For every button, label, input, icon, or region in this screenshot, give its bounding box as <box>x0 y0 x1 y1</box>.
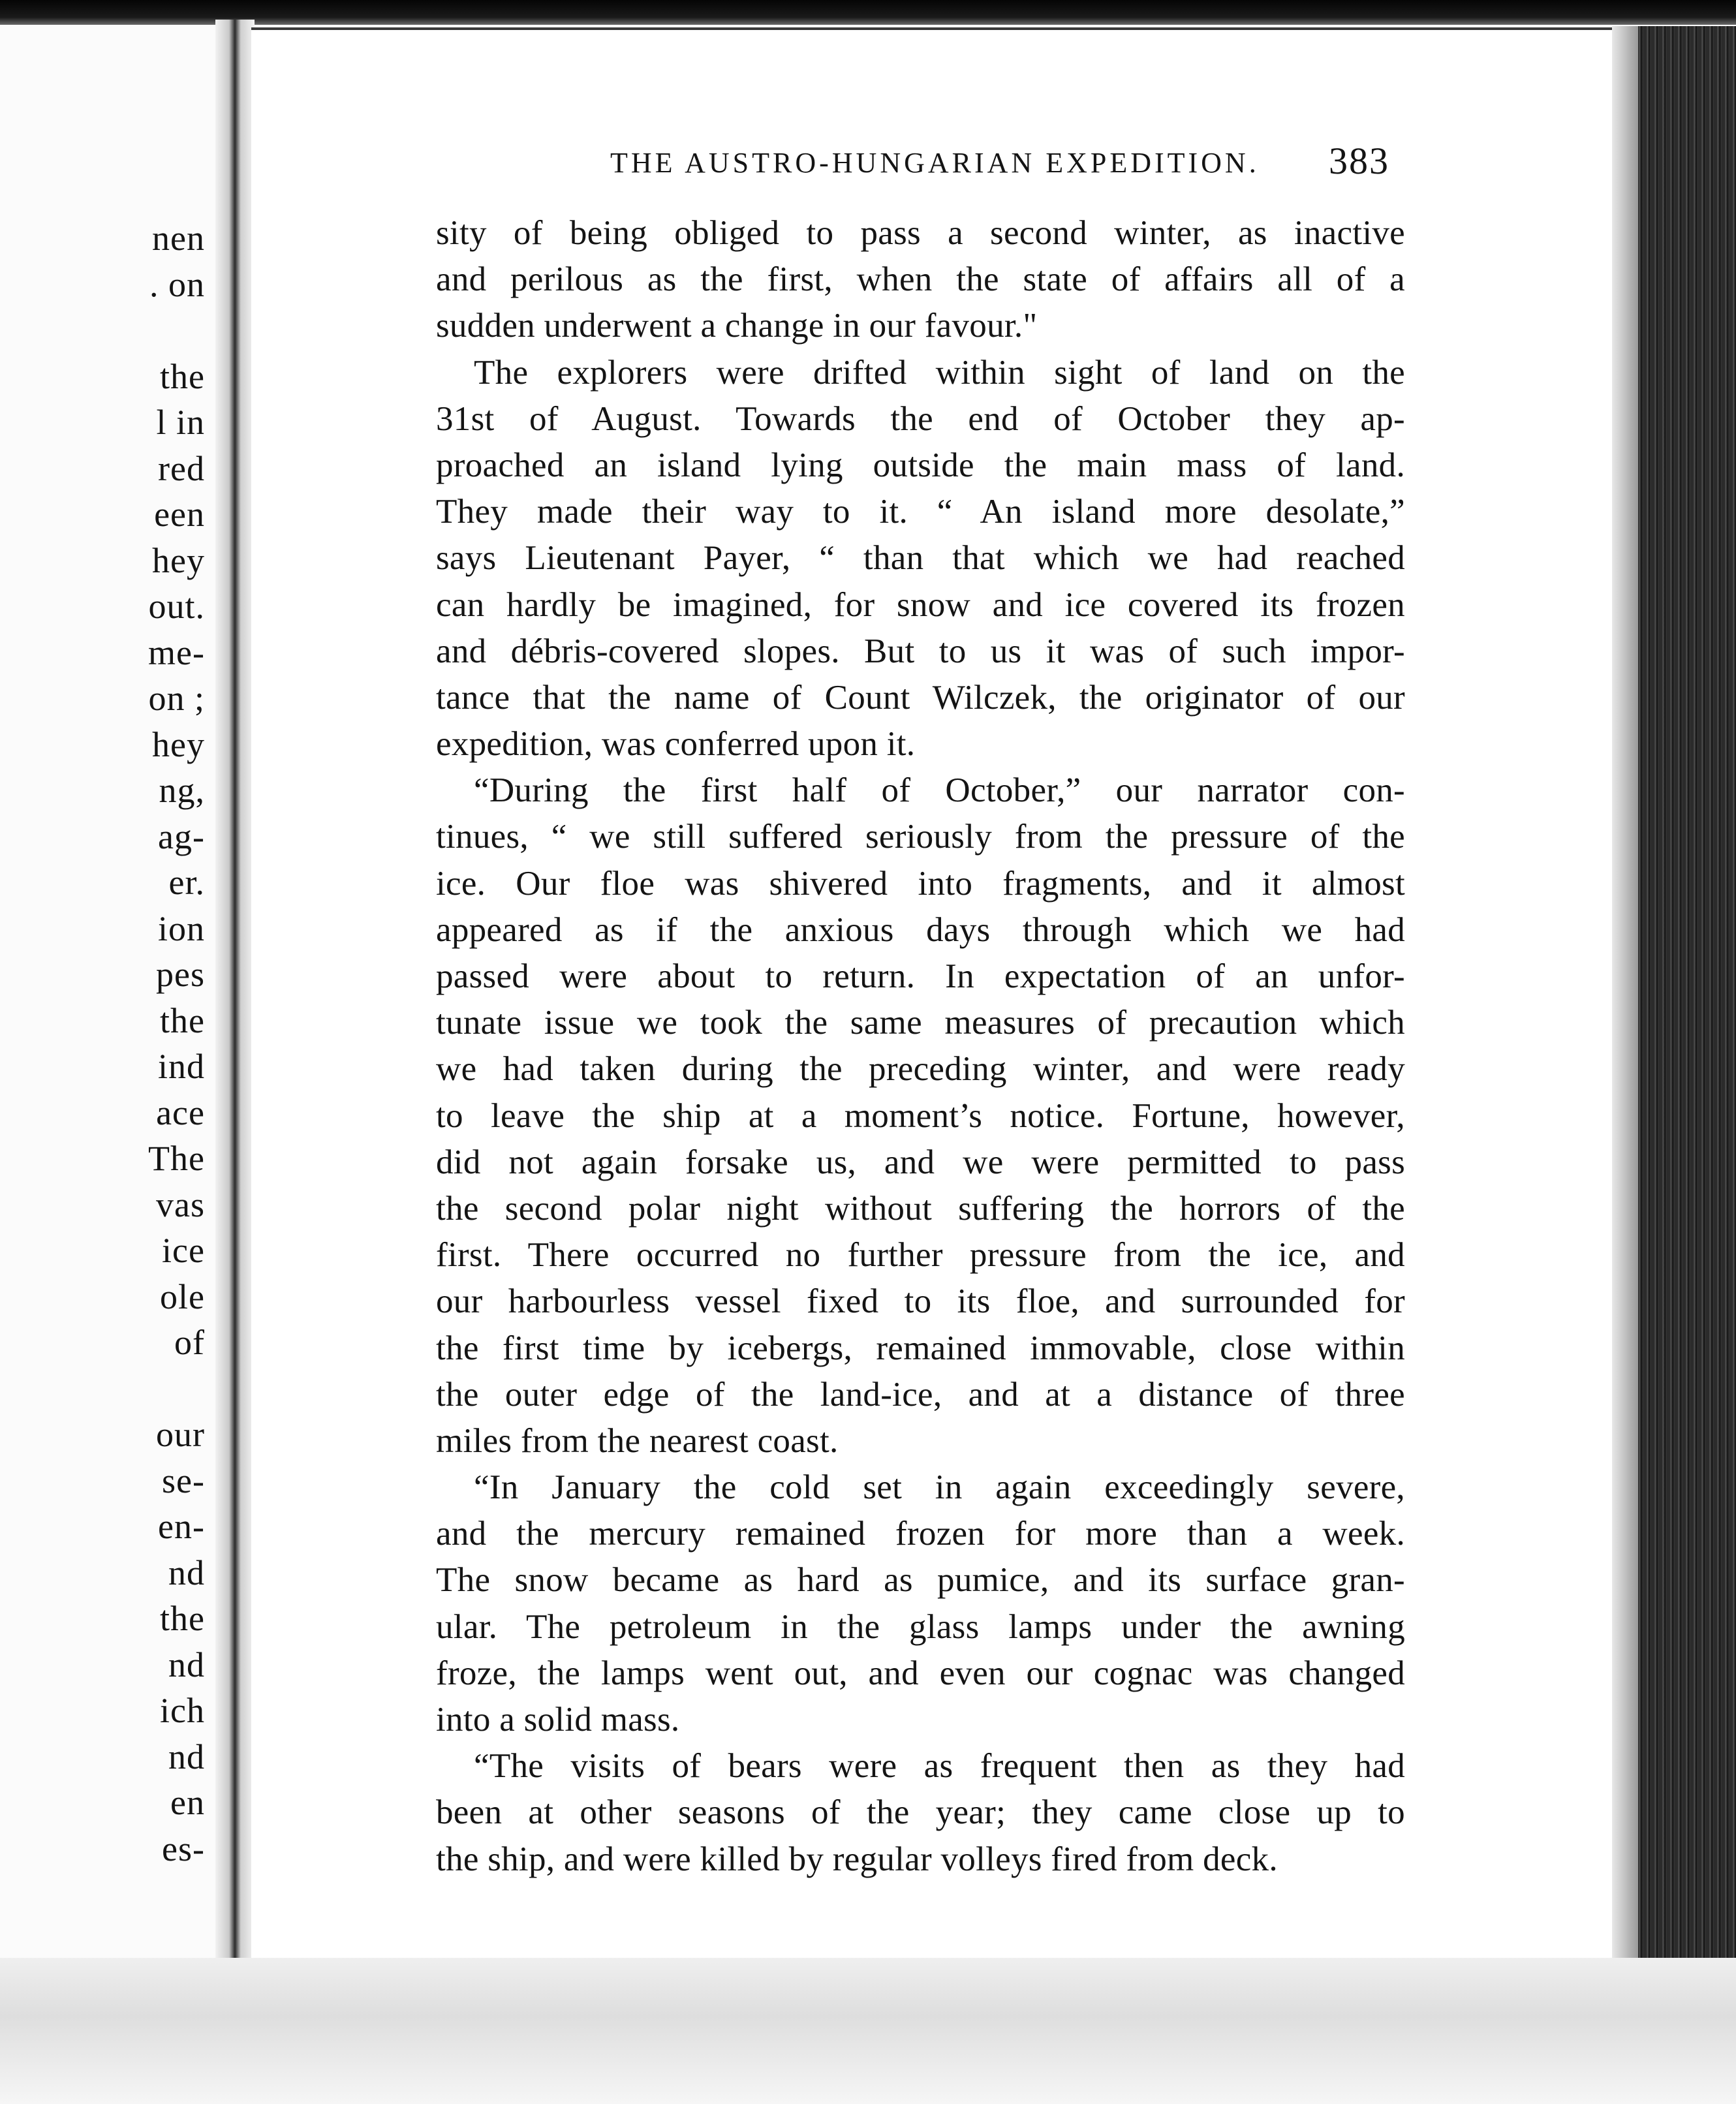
text-line: the ship, and were killed by regular volleys fired from deck. <box>436 1840 1278 1878</box>
text-line: into a solid mass. <box>436 1701 680 1739</box>
text-line: to leave the ship at a moment’s notice. Fortune, however, <box>436 1096 1405 1135</box>
facing-page-line-fragment: ng, <box>159 771 205 810</box>
facing-page-fragment <box>0 25 222 2002</box>
facing-page-line-fragment: the <box>160 1000 205 1040</box>
text-line: “The visits of bears were as frequent then as they had <box>474 1747 1405 1786</box>
scan-bottom-background <box>0 1958 1736 2104</box>
text-line: The snow became as hard as pumice, and its surface gran- <box>436 1561 1405 1600</box>
text-line: tunate issue we took the same measures of precaution which <box>436 1004 1405 1042</box>
page-number: 383 <box>1329 140 1389 182</box>
facing-page-line-fragment: on ; <box>148 679 205 718</box>
text-line: we had taken during the preceding winter, and were ready <box>436 1050 1405 1089</box>
text-line: They made their way to it. “ An island more desolate,” <box>436 493 1405 531</box>
facing-page-line-fragment: nd <box>168 1553 205 1592</box>
text-line: can hardly be imagined, for snow and ice covered its frozen <box>436 585 1405 624</box>
facing-page-line-fragment: red <box>158 448 205 488</box>
facing-page-line-fragment: hey <box>152 724 205 764</box>
text-line: tance that the name of Count Wilczek, the originator of our <box>436 678 1405 717</box>
text-line: “In January the cold set in again exceedingly severe, <box>474 1468 1405 1507</box>
facing-page-line-fragment: the <box>160 356 205 396</box>
facing-page-line-fragment: l in <box>156 403 205 442</box>
body-text <box>436 210 1405 1883</box>
text-line: our harbourless vessel fixed to its floe, and surrounded for <box>436 1282 1405 1321</box>
text-line: the first time by icebergs, remained immovable, close within <box>436 1329 1405 1367</box>
paragraph <box>436 350 1405 768</box>
facing-page-line-fragment: the <box>160 1599 205 1638</box>
facing-page-line-fragment: vas <box>156 1184 205 1224</box>
facing-page-line-fragment: er. <box>168 863 205 902</box>
text-line: sudden underwent a change in our favour." <box>436 307 1038 345</box>
facing-page-line-fragment: ion <box>157 908 205 948</box>
facing-page-line-fragment: ind <box>157 1047 205 1086</box>
text-line: first. There occurred no further pressure from the ice, and <box>436 1236 1405 1275</box>
facing-page-line-fragment: . on <box>149 264 205 304</box>
facing-page-line-fragment: en- <box>158 1507 205 1546</box>
facing-page-line-fragment: of <box>174 1323 205 1362</box>
text-line: says Lieutenant Payer, “ than that which we had reached <box>436 539 1405 578</box>
running-title: THE AUSTRO-HUNGARIAN EXPEDITION. <box>610 147 1260 179</box>
text-line: did not again forsake us, and we were permitted to pass <box>436 1143 1405 1181</box>
text-line: and perilous as the first, when the state of affairs all of a <box>436 260 1405 299</box>
book-gutter <box>215 20 255 2030</box>
facing-page-line-fragment: hey <box>152 540 205 580</box>
facing-page-line-fragment: ice <box>162 1231 205 1270</box>
text-line: ular. The petroleum in the glass lamps under the awning <box>436 1607 1405 1646</box>
text-line: tinues, “ we still suffered seriously from the pressure of the <box>436 818 1405 856</box>
paragraph <box>436 767 1405 1464</box>
facing-page-line-fragment: nd <box>168 1645 205 1684</box>
page-edge-highlight <box>1612 26 1638 1984</box>
text-line: appeared as if the anxious days through which we had <box>436 910 1405 949</box>
text-line: The explorers were drifted within sight of land on the <box>474 353 1405 392</box>
text-line: and the mercury remained frozen for more than a week. <box>436 1515 1405 1553</box>
text-line: expedition, was conferred upon it. <box>436 725 916 764</box>
text-line: passed were about to return. In expectation of an unfor- <box>436 957 1405 995</box>
text-line: “During the first half of October,” our narrator con- <box>474 771 1405 810</box>
text-line: sity of being obliged to pass a second winter, as inactive <box>436 214 1405 252</box>
facing-page-line-fragment: nd <box>168 1737 205 1776</box>
facing-page-line-fragment: es- <box>162 1829 205 1868</box>
paragraph <box>436 1743 1405 1883</box>
facing-page-line-fragment: pes <box>156 955 205 994</box>
facing-page-line-fragment: en <box>170 1783 205 1822</box>
text-line: miles from the nearest coast. <box>436 1421 839 1460</box>
text-line: froze, the lamps went out, and even our cognac was changed <box>436 1654 1405 1692</box>
facing-page-line-fragment: out. <box>148 587 205 626</box>
paragraph <box>436 210 1405 350</box>
facing-page-line-fragment: se- <box>162 1461 205 1500</box>
text-line: and débris-covered slopes. But to us it was of such impor- <box>436 632 1405 670</box>
facing-page-line-fragment: nen <box>152 219 205 258</box>
text-line: been at other seasons of the year; they came close up to <box>436 1793 1405 1832</box>
paragraph <box>436 1464 1405 1743</box>
text-line: 31st of August. Towards the end of October they ap- <box>436 399 1405 438</box>
text-line: the second polar night without suffering the horrors of the <box>436 1189 1405 1228</box>
scan-top-border <box>0 0 1736 25</box>
text-line: proached an island lying outside the main mass of land. <box>436 446 1405 484</box>
text-line: the outer edge of the land-ice, and at a distance of three <box>436 1375 1405 1414</box>
facing-page-line-fragment: ace <box>156 1092 205 1132</box>
facing-page-line-fragment: een <box>154 495 205 534</box>
facing-page-line-fragment: ole <box>160 1276 205 1316</box>
facing-page-line-fragment: me- <box>148 632 205 672</box>
facing-page-line-fragment: our <box>156 1415 205 1454</box>
facing-page-line-fragment: ag- <box>158 816 205 856</box>
facing-page-line-fragment: ich <box>160 1691 205 1730</box>
text-line: ice. Our floe was shivered into fragments, and it almost <box>436 864 1405 903</box>
facing-page-line-fragment: The <box>148 1139 205 1178</box>
